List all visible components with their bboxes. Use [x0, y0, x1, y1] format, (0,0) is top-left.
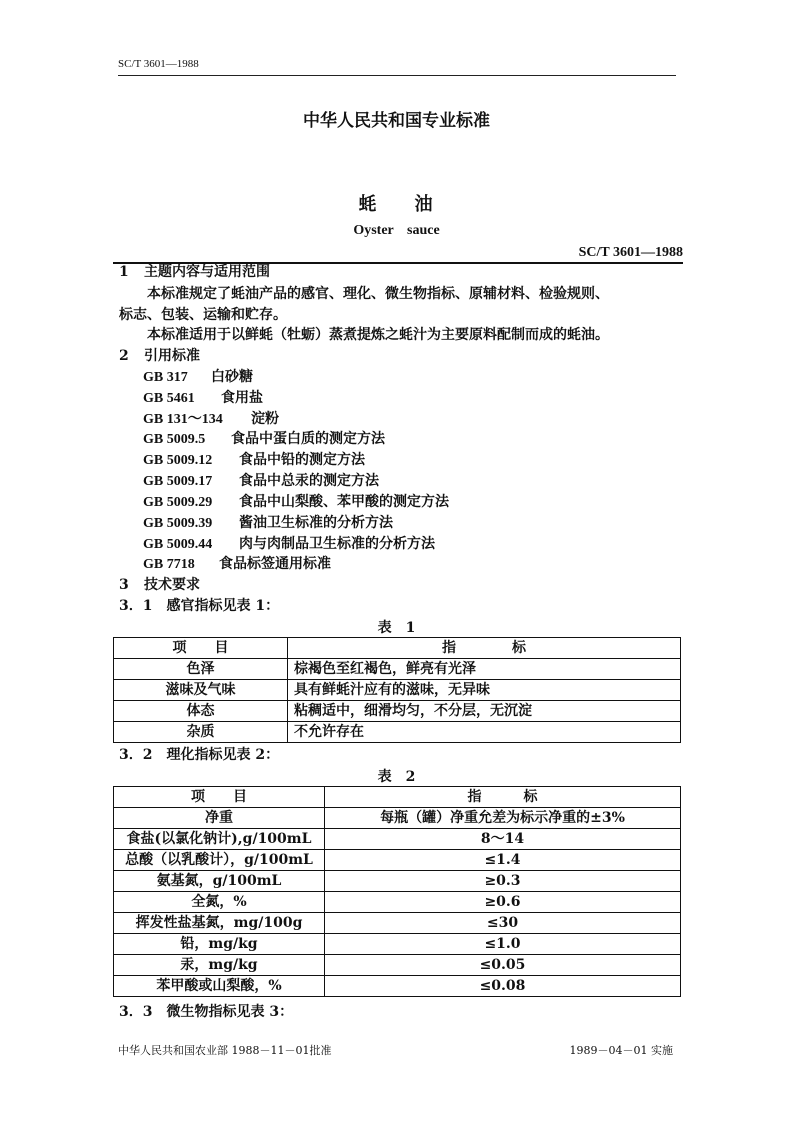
reference-name: 食品中山梨酸、苯甲酸的测定方法: [239, 494, 449, 510]
table-row: [114, 680, 681, 701]
reference-code: GB 7718: [143, 557, 195, 572]
document-title-english: Oyster sauce: [353, 223, 440, 238]
table-cell: 苯甲酸或山梨酸，%: [114, 976, 325, 997]
table-label: 表: [377, 620, 392, 636]
table-header-cell: 指 标: [325, 787, 681, 808]
reference-code: GB 5009.5: [143, 432, 206, 447]
table-cell: 杂质: [114, 722, 288, 743]
reference-name: 白砂糖: [211, 369, 253, 385]
reference-code: GB 5009.29: [143, 495, 213, 510]
subsection-3-2: 3．2 理化指标见表 2：: [119, 747, 280, 763]
footer-approval: 中华人民共和国农业部 1988－11－01批准: [118, 1044, 332, 1057]
table-cell: ≤30: [325, 913, 681, 934]
table-row: [114, 829, 681, 850]
table-2: [113, 786, 681, 997]
reference-name: 食品标签通用标准: [219, 556, 331, 572]
table-header-row: [114, 638, 681, 659]
section-1-paragraph-1-cont: 标志、包装、运输和贮存。: [119, 307, 287, 323]
reference-item: [143, 409, 279, 430]
table-row: [114, 976, 681, 997]
reference-code: GB 5461: [143, 391, 195, 406]
reference-item: [143, 367, 253, 388]
reference-name: 淀粉: [251, 411, 279, 427]
table-cell: 8～14: [325, 829, 681, 850]
table-cell: 汞，mg/kg: [114, 955, 325, 976]
reference-code: GB 317: [143, 370, 188, 385]
section-1-heading: [119, 262, 270, 282]
table-label: 表: [377, 769, 392, 785]
reference-name: 酱油卫生标准的分析方法: [239, 515, 393, 531]
reference-name: 食品中总汞的测定方法: [239, 473, 379, 489]
reference-code: GB 131～134: [143, 412, 223, 427]
table-row: [114, 934, 681, 955]
table-cell: 挥发性盐基氮，mg/100g: [114, 913, 325, 934]
table-cell: 不允许存在: [288, 722, 681, 743]
section-title: 引用标准: [144, 348, 200, 364]
subsection-3-3: 3．3 微生物指标见表 3：: [119, 1004, 294, 1020]
section-1-paragraph-2: 本标准适用于以鲜蚝（牡蛎）蒸煮提炼之蚝汁为主要原料配制而成的蚝油。: [147, 327, 609, 343]
section-2-heading: [119, 346, 200, 366]
section-title: 主题内容与适用范围: [144, 264, 270, 280]
table-header-row: [114, 787, 681, 808]
table-cell: 棕褐色至红褐色，鲜亮有光泽: [288, 659, 681, 680]
table-cell: 粘稠适中，细滑均匀，不分层，无沉淀: [288, 701, 681, 722]
table-row: [114, 850, 681, 871]
reference-item: [143, 429, 385, 450]
section-3-heading: [119, 575, 200, 595]
table-cell: 总酸（以乳酸计），g/100mL: [114, 850, 325, 871]
table-header-cell: 项 目: [114, 787, 325, 808]
reference-item: [143, 513, 393, 534]
reference-item: [143, 534, 435, 555]
reference-name: 食品中铅的测定方法: [239, 452, 365, 468]
reference-code: GB 5009.12: [143, 453, 213, 468]
table-cell: ≤0.05: [325, 955, 681, 976]
reference-name: 食品中蛋白质的测定方法: [231, 431, 385, 447]
table-cell: 铅，mg/kg: [114, 934, 325, 955]
table-cell: ≤1.4: [325, 850, 681, 871]
table-cell: 色泽: [114, 659, 288, 680]
footer-effective-date: 1989－04－01 实施: [569, 1044, 673, 1057]
table-row: [114, 871, 681, 892]
reference-name: 肉与肉制品卫生标准的分析方法: [239, 536, 435, 552]
table-cell: 食盐(以氯化钠计),g/100mL: [114, 829, 325, 850]
table-cell: 净重: [114, 808, 325, 829]
section-number: 2: [119, 348, 129, 364]
section-title: 技术要求: [144, 577, 200, 593]
reference-code: GB 5009.44: [143, 537, 213, 552]
org-title: 中华人民共和国专业标准: [303, 111, 490, 131]
reference-item: [143, 450, 365, 471]
reference-code: GB 5009.17: [143, 474, 213, 489]
document-code: SC/T 3601—1988: [578, 245, 683, 260]
section-1-paragraph-1: 本标准规定了蚝油产品的感官、理化、微生物指标、原辅材料、检验规则、: [147, 286, 609, 302]
table-cell: 具有鲜蚝汁应有的滋味，无异味: [288, 680, 681, 701]
table-cell: 每瓶（罐）净重允差为标示净重的±3%: [325, 808, 681, 829]
table-row: [114, 955, 681, 976]
table-row: [114, 722, 681, 743]
table-row: [114, 701, 681, 722]
table-cell: ≥0.3: [325, 871, 681, 892]
reference-item: [143, 554, 331, 575]
table-number: 1: [405, 620, 416, 636]
subsection-3-1: 3．1 感官指标见表 1：: [119, 598, 280, 614]
table-1-caption: [0, 617, 793, 637]
table-cell: 体态: [114, 701, 288, 722]
table-row: [114, 913, 681, 934]
table-header-cell: 指 标: [288, 638, 681, 659]
table-cell: ≤0.08: [325, 976, 681, 997]
reference-code: GB 5009.39: [143, 516, 213, 531]
section-number: 1: [119, 264, 129, 280]
table-cell: ≥0.6: [325, 892, 681, 913]
table-cell: ≤1.0: [325, 934, 681, 955]
reference-item: [143, 388, 263, 409]
table-row: [114, 892, 681, 913]
header-rule: [118, 75, 676, 76]
table-cell: 全氮，%: [114, 892, 325, 913]
table-cell: 氨基氮，g/100mL: [114, 871, 325, 892]
title-char-2: 油: [414, 194, 435, 215]
reference-item: [143, 492, 449, 513]
table-row: [114, 659, 681, 680]
section-number: 3: [119, 577, 129, 593]
document-title: [0, 190, 793, 216]
reference-name: 食用盐: [221, 390, 263, 406]
table-1: [113, 637, 681, 743]
table-row: [114, 808, 681, 829]
header-standard-code: SC/T 3601—1988: [118, 58, 199, 70]
table-header-cell: 项 目: [114, 638, 288, 659]
table-number: 2: [405, 769, 416, 785]
title-char-1: 蚝: [358, 194, 379, 215]
table-cell: 滋味及气味: [114, 680, 288, 701]
table-2-caption: [0, 766, 793, 786]
reference-item: [143, 471, 379, 492]
